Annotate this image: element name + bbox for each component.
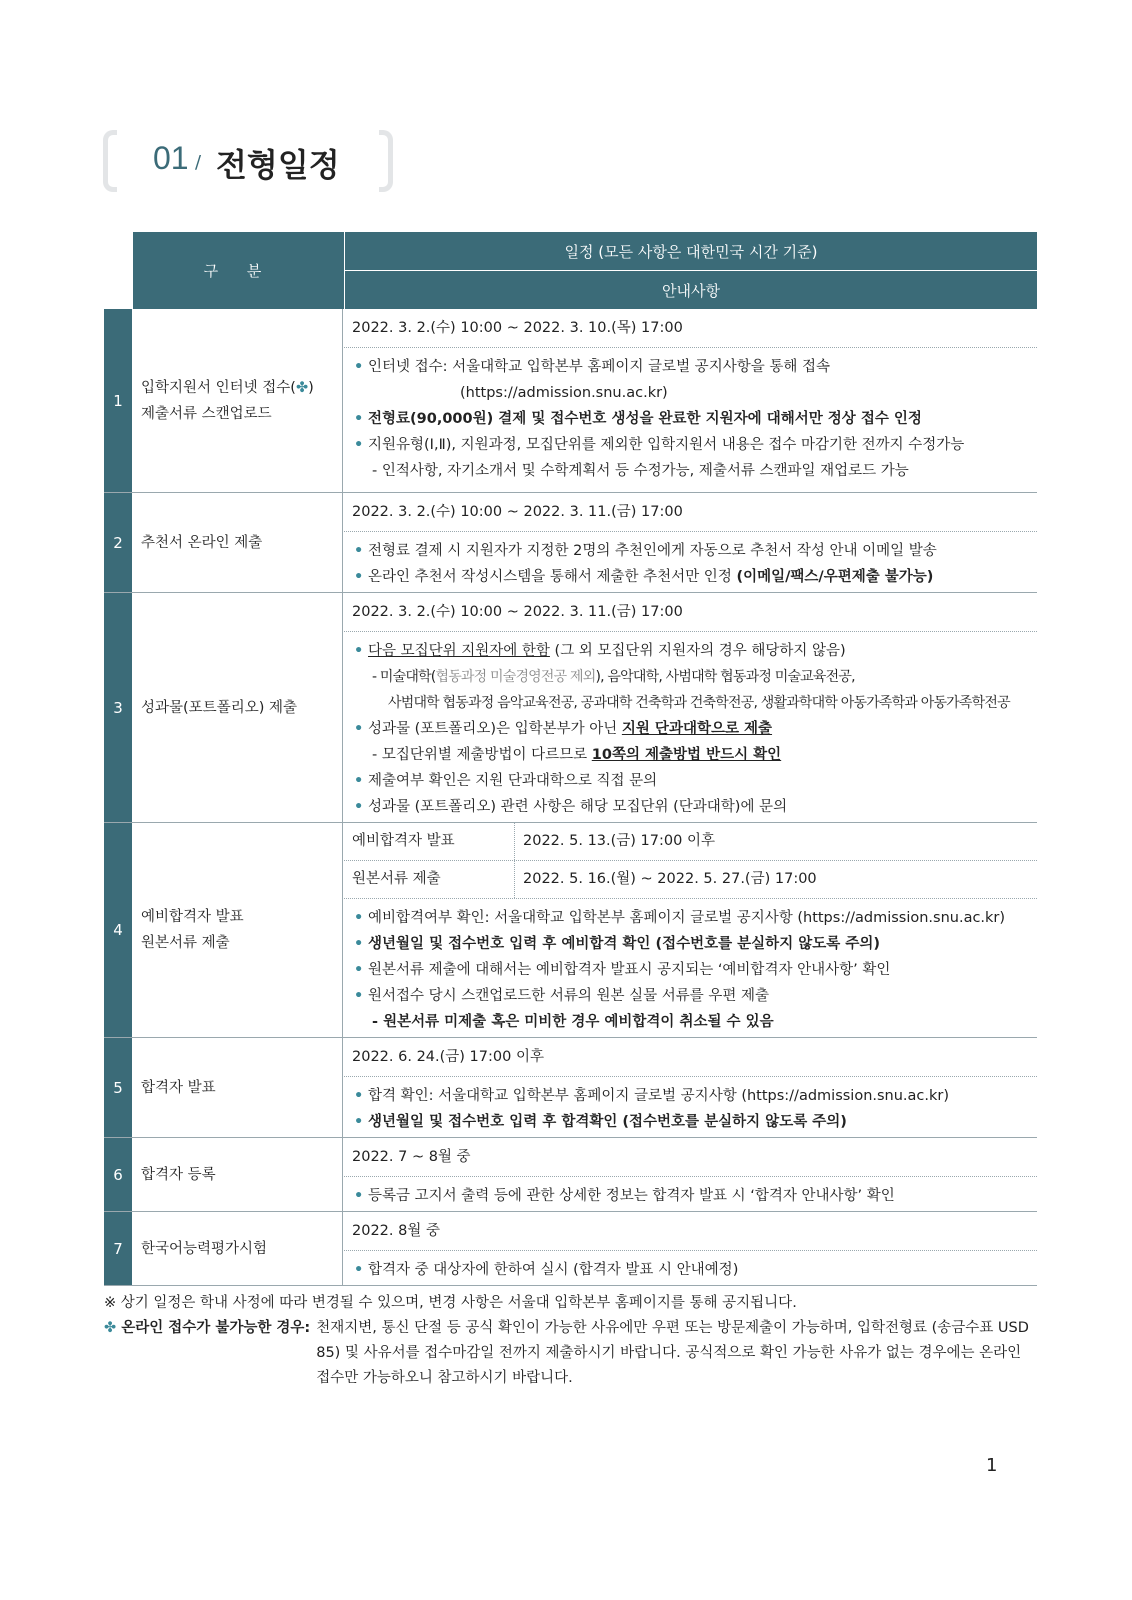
row-label: 예비합격자 발표 원본서류 제출 xyxy=(133,823,343,1037)
row-notes: • 인터넷 접수: 서울대학교 입학본부 홈페이지 글로벌 공지사항을 통해 접속 (https://admission.snu.ac.kr) • 전형료(90,000원) 결제 및 접수번호 생성을 완료한 지원자에 대해서만 정상 접수 인정 • 지원유형(Ⅰ,Ⅱ), 지원과정, 모집단위를 제외한 입학지원서 내용은 접수 마감기한 전까지 수정가능 - 인적사항, 자기소개서 및 수학계획서 등 수정가능, 제출서류 스캔파일 재업로드 가능 xyxy=(344,348,1037,490)
row-number: 4 xyxy=(104,823,132,1037)
footnotes xyxy=(104,1291,1037,1391)
row-notes: • 전형료 결제 시 지원자가 지정한 2명의 추천인에게 자동으로 추천서 작성 안내 이메일 발송 • 온라인 추천서 작성시스템을 통해서 제출한 추천서만 인정 (이메일/팩스/우편제출 불가능) xyxy=(344,532,1037,596)
row-date: 2022. 8월 중 xyxy=(344,1212,1037,1251)
cross-icon: ✤ xyxy=(295,379,309,396)
row-notes: • 등록금 고지서 출력 등에 관한 상세한 정보는 합격자 발표 시 ‘합격자 안내사항’ 확인 xyxy=(344,1177,1037,1215)
header-category: 구 분 xyxy=(133,232,344,309)
row-number: 5 xyxy=(104,1038,132,1137)
table-row xyxy=(104,1138,1037,1212)
section-number: 01 xyxy=(153,140,189,176)
row-notes: • 다음 모집단위 지원자에 한함 (그 외 모집단위 지원자의 경우 해당하지 않음) - 미술대학(협동과정 미술경영전공 제외), 음악대학, 사범대학 협동과정 미술교육전공, 사범대학 협동과정 음악교육전공, 공과대학 건축학과 건축학전공, 생활과학대학 아동가족학과 아동가족학전공 • 성과물 (포트폴리오)은 입학본부가 아닌 지원 단과대학으로 제출 - 모집단위별 제출방법이 다르므로 10쪽의 제출방법 반드시 확인 • 제출여부 확인은 지원 단과대학으로 직접 문의 • 성과물 (포트폴리오) 관련 사항은 해당 모집단위 (단과대학)에 문의 xyxy=(344,632,1037,826)
row-number: 2 xyxy=(104,493,132,592)
left-bracket xyxy=(103,130,117,192)
footnote-offline-submission: ✤ 온라인 접수가 불가능한 경우: 천재지변, 통신 단절 등 공식 확인이 가능한 사유에만 우편 또는 방문제출이 가능하며, 입학전형료 (송금수표 USD 85) 및 사유서를 접수마감일 전까지 제출하시기 바랍니다. 공식적으로 확인 가능한 사유가 없는 경우에는 온라인 접수만 가능하오니 참고하시기 바랍니다. xyxy=(104,1320,1029,1386)
right-bracket xyxy=(379,130,393,192)
row-label: 합격자 등록 xyxy=(133,1138,343,1211)
header-schedule: 일정 (모든 사항은 대한민국 시간 기준) xyxy=(345,232,1037,270)
row-number: 1 xyxy=(104,309,132,492)
row-label: 한국어능력평가시험 xyxy=(133,1212,343,1285)
schedule-table xyxy=(104,232,1037,1286)
row-date: 2022. 6. 24.(금) 17:00 이후 xyxy=(344,1038,1037,1077)
section-heading xyxy=(103,130,393,192)
row-date: 2022. 7 ~ 8월 중 xyxy=(344,1138,1037,1177)
row-notes: • 합격자 중 대상자에 한하여 실시 (합격자 발표 시 안내예정) xyxy=(344,1251,1037,1289)
section-title: 전형일정 xyxy=(216,146,340,184)
row-label: 합격자 발표 xyxy=(133,1038,343,1137)
table-row xyxy=(104,823,1037,1038)
sub-row: 예비합격자 발표 2022. 5. 13.(금) 17:00 이후 xyxy=(344,823,1037,861)
row-date: 2022. 3. 2.(수) 10:00 ~ 2022. 3. 11.(금) 17:00 xyxy=(344,493,1037,532)
row-notes: • 합격 확인: 서울대학교 입학본부 홈페이지 글로벌 공지사항 (https://admission.snu.ac.kr) • 생년월일 및 접수번호 입력 후 합격확인 (접수번호를 분실하지 않도록 주의) xyxy=(344,1077,1037,1141)
footnote-schedule-change: ※ 상기 일정은 학내 사정에 따라 변경될 수 있으며, 변경 사항은 서울대 입학본부 홈페이지를 통해 공지됩니다. xyxy=(104,1295,797,1311)
sub-row: 원본서류 제출 2022. 5. 16.(월) ~ 2022. 5. 27.(금) 17:00 xyxy=(344,861,1037,899)
row-number: 7 xyxy=(104,1212,132,1285)
table-row xyxy=(104,1212,1037,1286)
table-row xyxy=(104,493,1037,593)
row-number: 3 xyxy=(104,593,132,822)
row-number: 6 xyxy=(104,1138,132,1211)
table-row xyxy=(104,309,1037,493)
table-row xyxy=(104,1038,1037,1138)
table-row xyxy=(104,593,1037,823)
row-date: 2022. 3. 2.(수) 10:00 ~ 2022. 3. 11.(금) 17:00 xyxy=(344,593,1037,632)
table-header xyxy=(104,232,1037,309)
cross-icon: ✤ xyxy=(104,1320,117,1336)
row-notes: • 예비합격여부 확인: 서울대학교 입학본부 홈페이지 글로벌 공지사항 (https://admission.snu.ac.kr) • 생년월일 및 접수번호 입력 후 예비합격 확인 (접수번호를 분실하지 않도록 주의) • 원본서류 제출에 대해서는 예비합격자 발표시 공지되는 ‘예비합격자 안내사항’ 확인 • 원서접수 당시 스캔업로드한 서류의 원본 실물 서류를 우편 제출 - 원본서류 미제출 혹은 미비한 경우 예비합격이 취소될 수 있음 xyxy=(344,899,1037,1041)
row-label: 입학지원서 인터넷 접수(✤) 제출서류 스캔업로드 xyxy=(133,309,343,492)
section-slash: / xyxy=(195,152,202,173)
row-date: 2022. 3. 2.(수) 10:00 ~ 2022. 3. 10.(목) 17:00 xyxy=(344,309,1037,348)
header-notes: 안내사항 xyxy=(345,271,1037,309)
row-label: 성과물(포트폴리오) 제출 xyxy=(133,593,343,822)
row-label: 추천서 온라인 제출 xyxy=(133,493,343,592)
page-number: 1 xyxy=(986,1455,998,1476)
